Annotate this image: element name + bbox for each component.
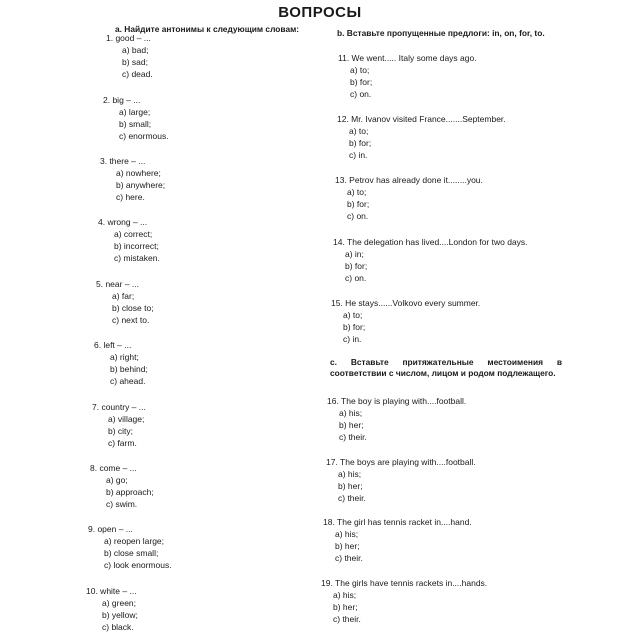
option-c: c) their. bbox=[335, 553, 363, 563]
question-stem: 1. good – ... bbox=[106, 33, 151, 43]
question-stem: 16. The boy is playing with....football. bbox=[327, 396, 467, 406]
option-c: c) swim. bbox=[106, 499, 138, 509]
option-a: a) large; bbox=[119, 107, 151, 117]
question-5 bbox=[96, 278, 154, 326]
option-b: b) yellow; bbox=[102, 610, 138, 620]
option-b: b) close small; bbox=[104, 548, 159, 558]
question-16 bbox=[327, 395, 466, 443]
option-b: b) for; bbox=[349, 138, 372, 148]
question-6 bbox=[94, 339, 148, 387]
option-c: c) their. bbox=[333, 614, 361, 624]
question-stem: 3. there – ... bbox=[100, 156, 146, 166]
option-c: c) look enormous. bbox=[104, 560, 172, 570]
option-a: a) to; bbox=[347, 187, 367, 197]
option-a: a) his; bbox=[335, 529, 359, 539]
question-2 bbox=[103, 94, 169, 142]
question-19 bbox=[321, 577, 487, 625]
question-stem: 19. The girls have tennis rackets in....hands. bbox=[321, 578, 488, 588]
option-c: c) in. bbox=[343, 334, 362, 344]
option-a: a) his; bbox=[339, 408, 363, 418]
option-c: c) their. bbox=[338, 493, 366, 503]
option-a: a) in; bbox=[345, 249, 364, 259]
option-b: b) anywhere; bbox=[116, 180, 166, 190]
option-c: c) in. bbox=[349, 150, 368, 160]
option-b: b) incorrect; bbox=[114, 241, 159, 251]
question-17 bbox=[326, 456, 476, 504]
option-a: a) reopen large; bbox=[104, 536, 165, 546]
question-stem: 18. The girl has tennis racket in....hand. bbox=[323, 517, 472, 527]
option-c: c) next to. bbox=[112, 315, 150, 325]
question-3 bbox=[100, 155, 165, 203]
option-a: a) nowhere; bbox=[116, 168, 161, 178]
question-15 bbox=[331, 297, 480, 345]
option-c: c) here. bbox=[116, 192, 145, 202]
option-b: b) for; bbox=[345, 261, 368, 271]
option-b: b) for; bbox=[347, 199, 370, 209]
question-stem: 7. country – ... bbox=[92, 402, 146, 412]
question-1 bbox=[106, 32, 153, 80]
option-c: c) on. bbox=[347, 211, 369, 221]
option-c: c) mistaken. bbox=[114, 253, 160, 263]
option-a: a) to; bbox=[350, 65, 370, 75]
option-b: b) close to; bbox=[112, 303, 154, 313]
question-4 bbox=[98, 216, 160, 264]
question-stem: 17. The boys are playing with....football. bbox=[326, 457, 476, 467]
question-stem: 6. left – ... bbox=[94, 340, 132, 350]
option-a: a) to; bbox=[349, 126, 369, 136]
option-b: b) approach; bbox=[106, 487, 154, 497]
option-a: a) correct; bbox=[114, 229, 153, 239]
question-stem: 13. Petrov has already done it........you. bbox=[335, 175, 483, 185]
option-a: a) go; bbox=[106, 475, 128, 485]
option-c: c) their. bbox=[339, 432, 367, 442]
option-c: c) ahead. bbox=[110, 376, 146, 386]
question-stem: 9. open – ... bbox=[88, 524, 133, 534]
question-14 bbox=[333, 236, 528, 284]
option-c: c) enormous. bbox=[119, 131, 169, 141]
question-stem: 12. Mr. Ivanov visited France.......September. bbox=[337, 114, 506, 124]
option-c: c) on. bbox=[345, 273, 367, 283]
option-a: a) far; bbox=[112, 291, 135, 301]
question-13 bbox=[335, 174, 483, 222]
section-c-heading: c. Вставьте притяжательные местоимения в соответствии с числом, лицом и родом подлежащего. bbox=[330, 357, 562, 378]
option-a: a) his; bbox=[333, 590, 357, 600]
option-b: b) sad; bbox=[122, 57, 148, 67]
option-c: c) black. bbox=[102, 622, 134, 632]
option-b: b) small; bbox=[119, 119, 152, 129]
question-stem: 15. He stays......Volkovo every summer. bbox=[331, 298, 481, 308]
question-8 bbox=[90, 462, 154, 510]
option-b: b) her; bbox=[333, 602, 358, 612]
option-a: a) village; bbox=[108, 414, 145, 424]
question-18 bbox=[323, 516, 472, 564]
option-a: a) to; bbox=[343, 310, 363, 320]
option-a: a) green; bbox=[102, 598, 137, 608]
option-b: b) her; bbox=[335, 541, 360, 551]
option-c: c) on. bbox=[350, 89, 372, 99]
option-b: b) city; bbox=[108, 426, 134, 436]
question-stem: 10. white – ... bbox=[86, 586, 137, 596]
option-c: c) farm. bbox=[108, 438, 137, 448]
option-b: b) for; bbox=[350, 77, 373, 87]
option-a: a) right; bbox=[110, 352, 139, 362]
question-stem: 8. come – ... bbox=[90, 463, 137, 473]
question-12 bbox=[337, 113, 506, 161]
question-stem: 14. The delegation has lived....London for two days. bbox=[333, 237, 528, 247]
question-10 bbox=[86, 585, 138, 633]
option-b: b) her; bbox=[338, 481, 363, 491]
question-9 bbox=[88, 523, 172, 571]
option-c: c) dead. bbox=[122, 69, 153, 79]
section-b-heading: b. Вставьте пропущенные предлоги: in, on, for, to. bbox=[337, 28, 545, 38]
question-11 bbox=[338, 52, 477, 100]
question-stem: 2. big – ... bbox=[103, 95, 141, 105]
question-stem: 4. wrong – ... bbox=[98, 217, 148, 227]
option-a: a) bad; bbox=[122, 45, 149, 55]
option-b: b) her; bbox=[339, 420, 364, 430]
question-7 bbox=[92, 401, 146, 449]
question-stem: 5. near – ... bbox=[96, 279, 139, 289]
option-b: b) for; bbox=[343, 322, 366, 332]
page-title: ВОПРОСЫ bbox=[278, 4, 362, 21]
section-a-heading: a. Найдите антонимы к следующим словам: bbox=[115, 24, 300, 34]
question-stem: 11. We went..... Italy some days ago. bbox=[338, 53, 477, 63]
option-a: a) his; bbox=[338, 469, 362, 479]
option-b: b) behind; bbox=[110, 364, 148, 374]
